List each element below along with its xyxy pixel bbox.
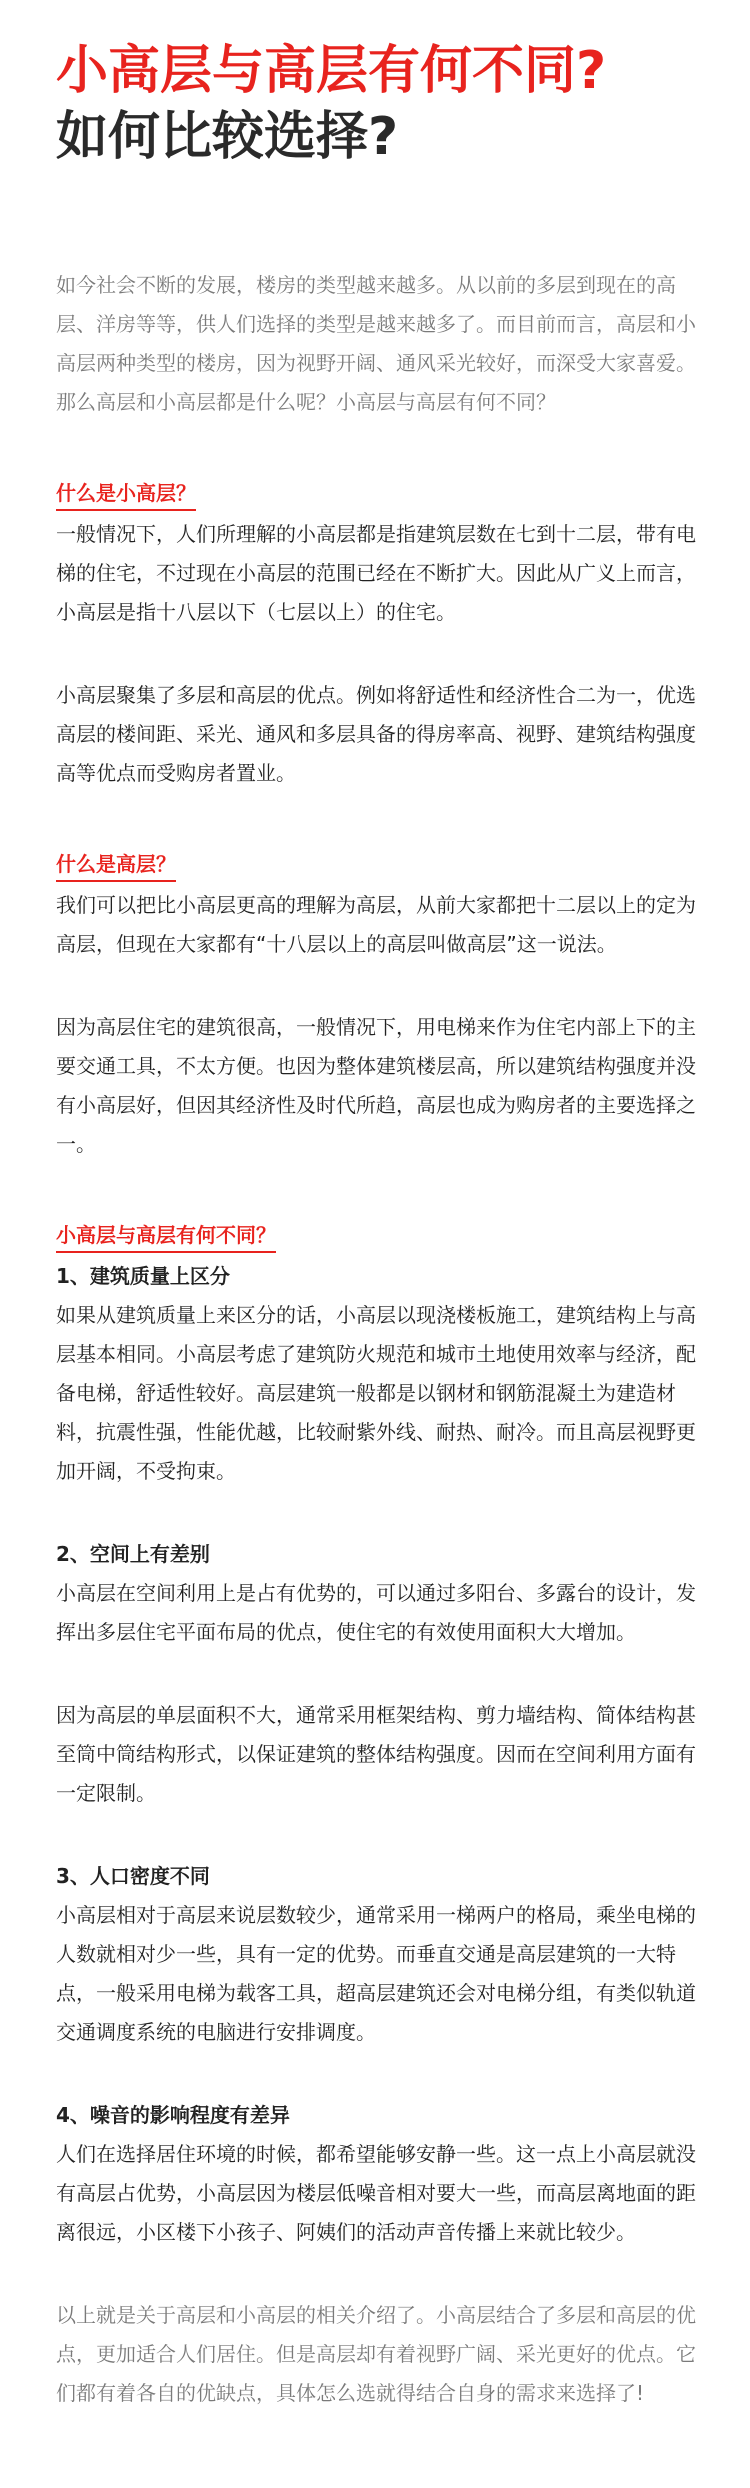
article-body: [56, 266, 696, 2413]
section-heading-differences: 小高层与高层有何不同？: [56, 1219, 276, 1253]
difference-4-title: 4、噪音的影响程度有差异: [56, 2103, 290, 2127]
difference-2-paragraph-2: 因为高层的单层面积不大，通常采用框架结构、剪力墙结构、简体结构甚至筒中筒结构形式，以保证建筑的整体结构强度。因而在空间利用方面有一定限制。: [56, 1703, 696, 1805]
difference-4-paragraph-1: 人们在选择居住环境的时候，都希望能够安静一些。这一点上小高层就没有高层占优势，小高层因为楼层低噪音相对要大一些，而高层离地面的距离很远，小区楼下小孩子、阿姨们的活动声音传播上来就比较少。: [56, 2142, 696, 2244]
article-title-line1: 小高层与高层有何不同?: [56, 41, 607, 101]
difference-2-paragraph-1: 小高层在空间利用上是占有优势的，可以通过多阳台、多露台的设计，发挥出多层住宅平面布局的优点，使住宅的有效使用面积大大增加。: [56, 1581, 696, 1644]
difference-3-title: 3、人口密度不同: [56, 1864, 210, 1888]
section-heading-what-is-high-rise: 什么是高层？: [56, 848, 176, 882]
difference-1-paragraph-1: 如果从建筑质量上来区分的话，小高层以现浇楼板施工，建筑结构上与高层基本相同。小高层考虑了建筑防火规范和城市土地使用效率与经济，配备电梯，舒适性较好。高层建筑一般都是以钢材和钢筋混凝土为建造材料，抗震性强，性能优越，比较耐紫外线、耐热、耐冷。而且高层视野更加开阔，不受拘束。: [56, 1303, 696, 1483]
difference-3-paragraph-1: 小高层相对于高层来说层数较少，通常采用一梯两户的格局，乘坐电梯的人数就相对少一些，具有一定的优势。而垂直交通是高层建筑的一大特点，一般采用电梯为载客工具，超高层建筑还会对电梯分组，有类似轨道交通调度系统的电脑进行安排调度。: [56, 1903, 696, 2044]
outro-paragraph: 以上就是关于高层和小高层的相关介绍了。小高层结合了多层和高层的优点，更加适合人们居住。但是高层却有着视野广阔、采光更好的优点。它们都有着各自的优缺点，具体怎么选就得结合自身的需求来选择了!: [56, 2303, 696, 2405]
section2-paragraph-1: 我们可以把比小高层更高的理解为高层，从前大家都把十二层以上的定为高层，但现在大家都有“十八层以上的高层叫做高层”这一说法。: [56, 893, 696, 956]
section1-paragraph-2: 小高层聚集了多层和高层的优点。例如将舒适性和经济性合二为一，优选高层的楼间距、采光、通风和多层具备的得房率高、视野、建筑结构强度高等优点而受购房者置业。: [56, 683, 696, 785]
difference-2-title: 2、空间上有差别: [56, 1542, 210, 1566]
section1-paragraph-1: 一般情况下，人们所理解的小高层都是指建筑层数在七到十二层，带有电梯的住宅，不过现在小高层的范围已经在不断扩大。因此从广义上而言，小高层是指十八层以下（七层以上）的住宅。: [56, 522, 696, 624]
difference-1-title: 1、建筑质量上区分: [56, 1264, 230, 1288]
article-title-line2: 如何比较选择?: [56, 107, 399, 167]
section2-paragraph-2: 因为高层住宅的建筑很高，一般情况下，用电梯来作为住宅内部上下的主要交通工具，不太方便。也因为整体建筑楼层高，所以建筑结构强度并没有小高层好，但因其经济性及时代所趋，高层也成为购房者的主要选择之一。: [56, 1015, 696, 1156]
intro-paragraph: 如今社会不断的发展，楼房的类型越来越多。从以前的多层到现在的高层、洋房等等，供人们选择的类型是越来越多了。而目前而言，高层和小高层两种类型的楼房，因为视野开阔、通风采光较好，而深受大家喜爱。那么高层和小高层都是什么呢？小高层与高层有何不同？: [56, 273, 696, 414]
section-heading-what-is-mid-rise: 什么是小高层？: [56, 477, 196, 511]
